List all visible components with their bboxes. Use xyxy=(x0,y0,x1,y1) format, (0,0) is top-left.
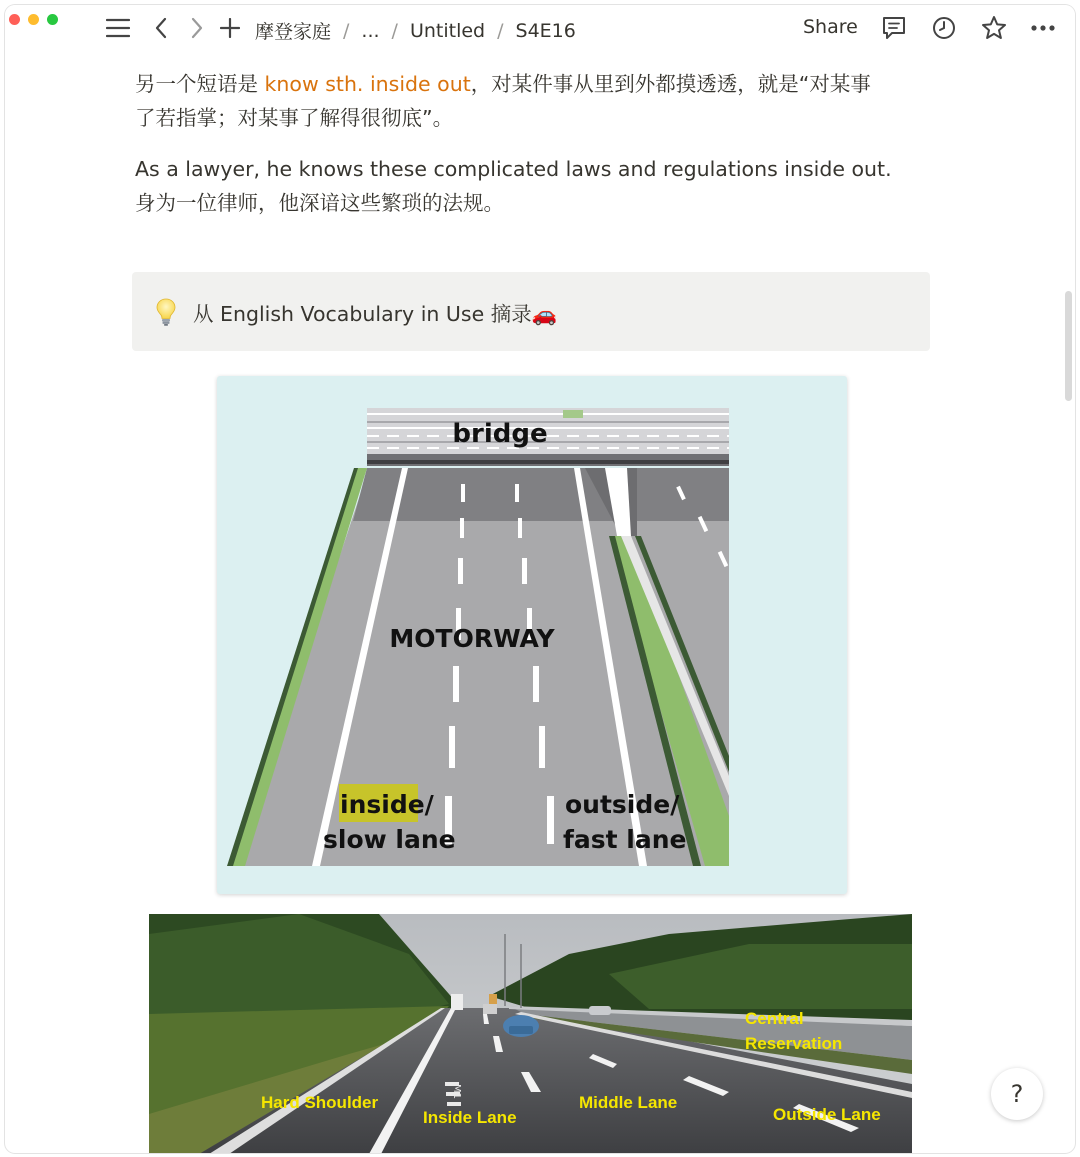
example-chinese: 身为一位律师，他深谙这些繁琐的法规。 xyxy=(135,191,504,215)
app-window xyxy=(5,5,1075,1153)
breadcrumb-separator: / xyxy=(497,19,504,42)
motorway-photo-image[interactable] xyxy=(149,914,912,1153)
breadcrumb xyxy=(255,17,576,44)
breadcrumb-separator: / xyxy=(391,19,398,42)
favorite-button[interactable] xyxy=(979,13,1009,43)
fast-lane-label: fast lane xyxy=(563,825,687,854)
hard-shoulder-label: Hard Shoulder xyxy=(261,1093,379,1112)
breadcrumb-separator: / xyxy=(343,19,350,42)
central-reservation-label-2: Reservation xyxy=(745,1034,843,1053)
zoom-window-button[interactable] xyxy=(47,14,58,25)
new-page-button[interactable] xyxy=(215,13,245,43)
sidebar-toggle-button[interactable] xyxy=(103,13,133,43)
vertical-scrollbar[interactable] xyxy=(1065,291,1072,401)
middle-lane-label: Middle Lane xyxy=(579,1093,678,1112)
callout-text: 从 English Vocabulary in Use 摘录🚗 xyxy=(193,301,558,326)
paragraph-line: 了若指掌；对某事了解得很彻底”。 xyxy=(135,106,454,130)
back-button[interactable] xyxy=(146,13,176,43)
motorway-photo-drawing xyxy=(149,914,912,1153)
chevron-left-icon xyxy=(154,17,168,39)
outside-lane-label: outside/ xyxy=(565,790,680,819)
more-horizontal-icon xyxy=(1030,24,1056,32)
example-english: As a lawyer, he knows these complicated laws and regulations inside out. xyxy=(135,157,892,181)
paragraph-line xyxy=(135,67,935,101)
phrase-prefix: 另一个短语是 xyxy=(135,72,265,96)
breadcrumb-item-workspace[interactable]: 摩登家庭 xyxy=(255,21,332,43)
forward-button[interactable] xyxy=(182,13,212,43)
paragraph-example[interactable] xyxy=(135,152,935,220)
close-window-button[interactable] xyxy=(9,14,20,25)
plus-icon xyxy=(220,18,240,38)
window-controls xyxy=(9,14,58,25)
phrase-rest: ，对某件事从里到外都摸透透，就是“对某事 xyxy=(470,72,871,96)
slow-lane-label: slow lane xyxy=(323,825,456,854)
central-reservation-label-1: Central xyxy=(745,1009,804,1028)
outside-lane-photo-label: Outside Lane xyxy=(773,1105,881,1124)
motorway-label: MOTORWAY xyxy=(389,624,555,653)
inside-lane-label: inside/ xyxy=(340,790,434,819)
more-options-button[interactable] xyxy=(1028,13,1058,43)
breadcrumb-item-current[interactable]: S4E16 xyxy=(515,19,576,42)
phrase-highlight: know sth. inside out xyxy=(264,72,471,96)
chevron-right-icon xyxy=(190,17,204,39)
minimize-window-button[interactable] xyxy=(28,14,39,25)
motorway-diagram-drawing xyxy=(217,376,847,894)
lightbulb-icon xyxy=(154,297,178,327)
page-content xyxy=(5,51,1075,1153)
motorway-diagram-image[interactable] xyxy=(217,376,847,894)
breadcrumb-item-ellipsis[interactable]: ... xyxy=(361,19,380,42)
help-button[interactable]: ? xyxy=(991,1068,1043,1120)
topbar xyxy=(5,5,1075,51)
hamburger-menu-icon xyxy=(106,18,130,38)
breadcrumb-item-untitled[interactable]: Untitled xyxy=(409,19,486,42)
clock-icon xyxy=(932,16,956,40)
bridge-label: bridge xyxy=(452,419,548,449)
comment-icon xyxy=(881,16,907,40)
updates-button[interactable] xyxy=(929,13,959,43)
inside-lane-photo-label: Inside Lane xyxy=(423,1108,517,1127)
road-marking-label: M1 xyxy=(451,1084,462,1099)
share-button[interactable]: Share xyxy=(803,16,858,38)
comments-button[interactable] xyxy=(879,13,909,43)
paragraph-phrase[interactable] xyxy=(135,67,935,135)
callout-block[interactable] xyxy=(132,272,930,351)
star-icon xyxy=(981,15,1007,41)
